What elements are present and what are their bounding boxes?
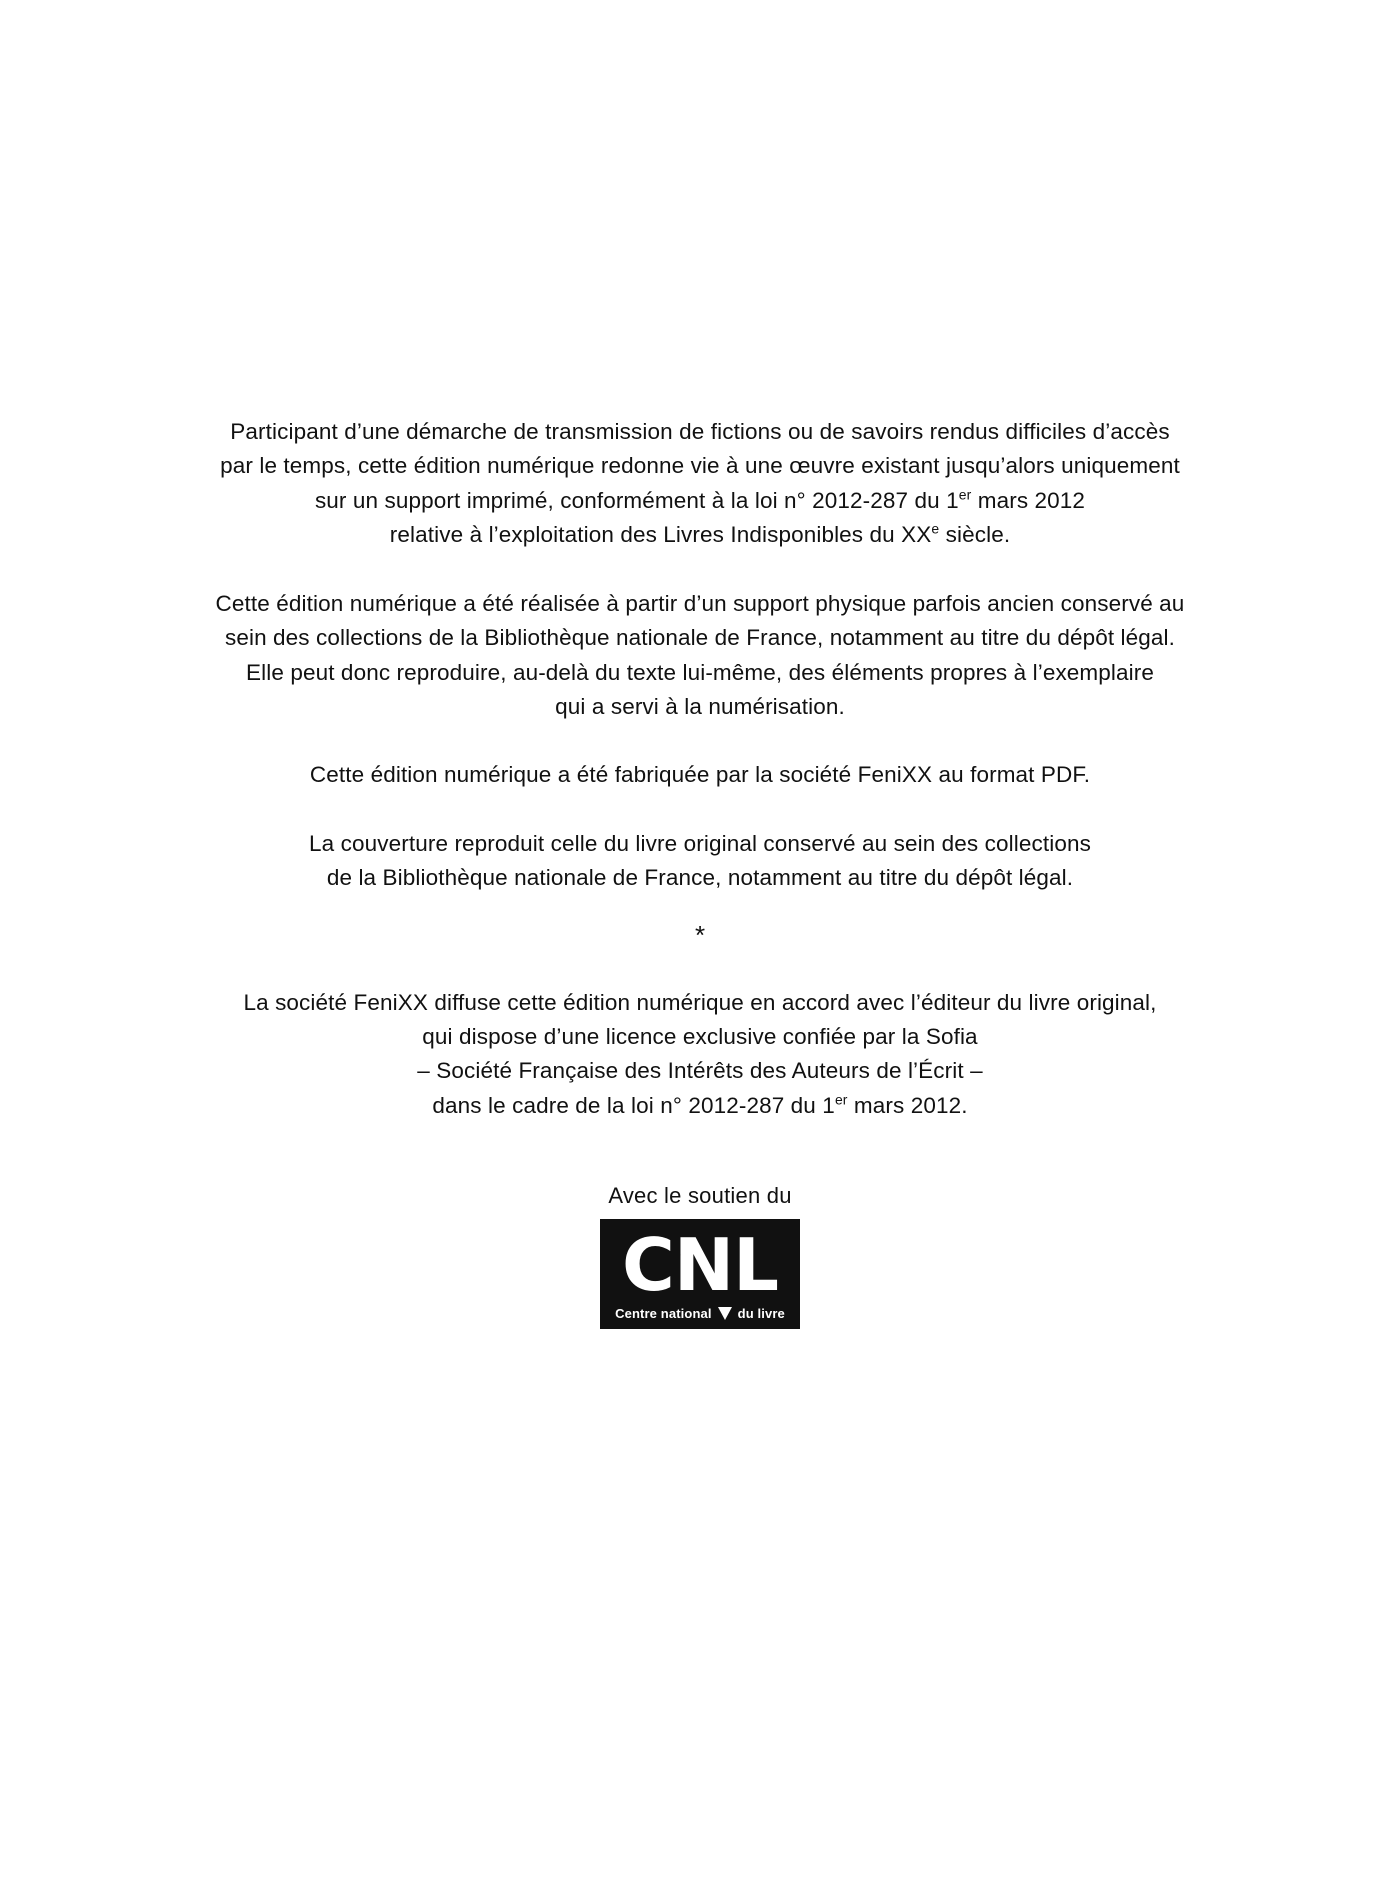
line: sein des collections de la Bibliothèque nationale de France, notamment au titre du dépôt légal.: [224, 625, 1176, 651]
line: – Société Française des Intérêts des Auteurs de l’Écrit –: [417, 1058, 983, 1084]
paragraph-source-notice: [140, 587, 1260, 725]
line: Cette édition numérique a été fabriquée par la société FeniXX au format PDF.: [309, 762, 1091, 788]
wedge-icon: [718, 1307, 732, 1320]
cnl-subtitle-left: Centre national: [615, 1305, 712, 1321]
cnl-logo-mark: CNL: [622, 1223, 778, 1308]
line: qui a servi à la numérisation.: [555, 693, 845, 719]
line-with-superscript: dans le cadre de la loi n° 2012-287 du 1er mars 2012.: [432, 1091, 968, 1118]
section-separator: *: [694, 919, 706, 950]
line: Elle peut donc reproduire, au-delà du texte lui-même, des éléments propres à l’exemplaire: [246, 659, 1154, 685]
notice-body: [140, 415, 1260, 1329]
cnl-logo-subtitle: [614, 1306, 786, 1321]
cnl-logo: [600, 1219, 800, 1328]
paragraph-distribution-notice: [140, 986, 1260, 1124]
line-with-superscript: relative à l’exploitation des Livres Indisponibles du XXe siècle.: [389, 520, 1011, 548]
support-label: Avec le soutien du: [608, 1183, 792, 1209]
paragraph-cover-notice: [140, 827, 1260, 896]
line: La société FeniXX diffuse cette édition numérique en accord avec l’éditeur du livre original,: [243, 989, 1157, 1015]
cnl-subtitle-right: du livre: [737, 1305, 785, 1321]
line: de la Bibliothèque nationale de France, notamment au titre du dépôt légal.: [326, 865, 1074, 891]
line: par le temps, cette édition numérique redonne vie à une œuvre existant jusqu’alors uniquement: [220, 453, 1180, 479]
line-with-superscript: sur un support imprimé, conformément à la loi n° 2012-287 du 1er mars 2012: [314, 486, 1086, 513]
paragraph-transmission-notice: [140, 415, 1260, 553]
paragraph-fabrication-notice: [140, 758, 1260, 792]
support-block: [140, 1183, 1260, 1328]
line: qui dispose d’une licence exclusive confiée par la Sofia: [422, 1024, 978, 1050]
line: La couverture reproduit celle du livre original conservé au sein des collections: [309, 830, 1091, 856]
line: Participant d’une démarche de transmission de fictions ou de savoirs rendus difficiles d’accès: [230, 419, 1170, 444]
line: Cette édition numérique a été réalisée à partir d’un support physique parfois ancien conservé au: [215, 590, 1185, 616]
